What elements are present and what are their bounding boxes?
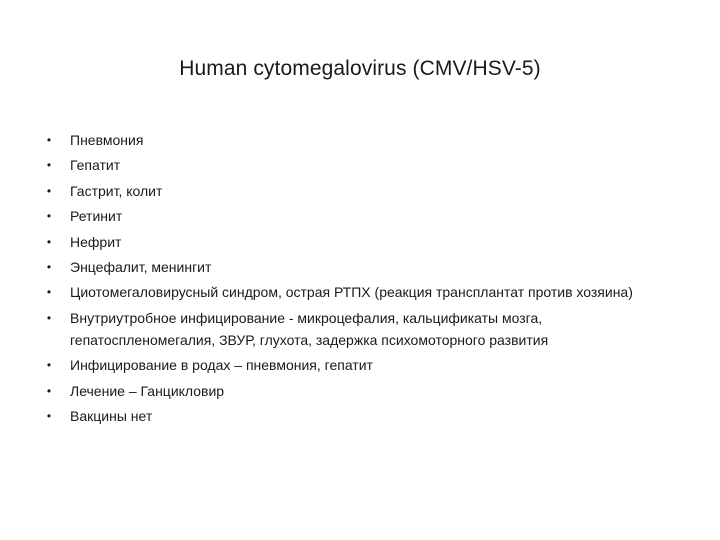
bullet-dot-icon: • xyxy=(46,383,52,398)
bullet-text: Вакцины нет xyxy=(70,407,153,424)
bullet-dot-icon: • xyxy=(46,259,52,274)
bullet-item xyxy=(44,380,664,402)
bullet-dot-icon: • xyxy=(46,234,52,249)
slide-title: Human cytomegalovirus (CMV/HSV-5) xyxy=(179,57,541,80)
bullet-text: Лечение – Ганцикловир xyxy=(70,382,225,399)
bullet-item xyxy=(44,205,664,227)
bullet-text: Ретинит xyxy=(70,208,123,225)
bullet-item xyxy=(44,256,664,278)
bullet-item xyxy=(44,307,664,351)
bullet-item xyxy=(44,281,664,303)
bullet-item xyxy=(44,154,664,176)
bullet-text: Инфицирование в родах – пневмония, гепатит xyxy=(70,357,373,374)
bullet-item xyxy=(44,180,664,202)
bullet-dot-icon: • xyxy=(46,209,52,224)
bullet-text: Энцефалит, менингит xyxy=(70,258,212,275)
bullet-item xyxy=(44,129,664,151)
bullet-item xyxy=(44,405,664,427)
bullet-dot-icon: • xyxy=(46,133,52,147)
bullet-dot-icon: • xyxy=(46,358,52,373)
bullet-text: Нефрит xyxy=(70,233,122,250)
bullet-text: Циотомегаловирусный синдром, острая РТПХ (реакция трансплантат против хозяина) xyxy=(70,284,633,301)
bullet-text: Гепатит xyxy=(70,157,121,174)
bullet-text: Внутриутробное инфицирование - микроцефалия, кальцификаты мозга, гепатоспленомегалия, ЗВУР, глухота, задержка психомоторного развития xyxy=(70,309,549,348)
bullet-dot-icon: • xyxy=(46,285,52,300)
bullet-dot-icon: • xyxy=(46,310,52,325)
bullet-dot-icon: • xyxy=(46,408,52,423)
bullet-dot-icon: • xyxy=(46,158,52,173)
bullet-item xyxy=(44,354,664,376)
bullet-text: Гастрит, колит xyxy=(70,182,163,199)
bullet-list xyxy=(44,129,664,430)
bullet-item xyxy=(44,231,664,253)
bullet-text: Пневмония xyxy=(70,132,144,148)
bullet-dot-icon: • xyxy=(46,183,52,198)
